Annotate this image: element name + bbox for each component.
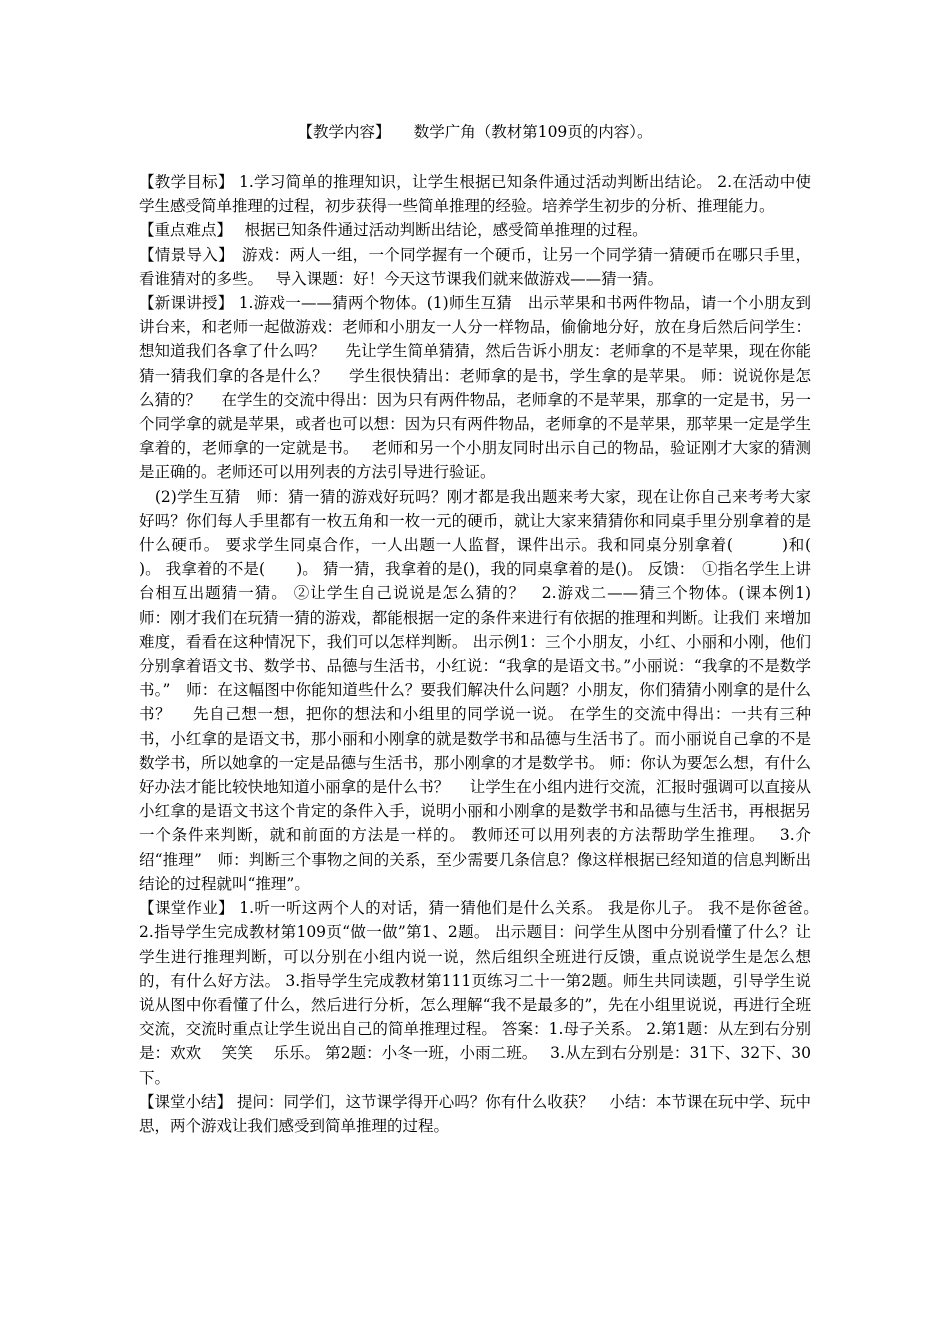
- section-classwork: 【课堂作业】 1.听一听这两个人的对话，猜一猜他们是什么关系。 我是你儿子。 我不是你爸爸。 2.指导学生完成教材第109页“做一做”第1、2题。 出示题目：问学生从图中分别看懂了什么？让学生进行推理判断，可以分别在小组内说一说，然后组织全班进行反馈，重点说说学生是怎么想的，有什么好方法。 3.指导学生完成教材第111页练习二十一第2题。师生共同读题，引导学生说说从图中你看懂了什么，然后进行分析，怎么理解“我不是最多的”，先在小组里说说，再进行全班交流，交流时重点让学生说出自己的简单推理过程。 答案：1.母子关系。 2.第1题：从左到右分别是：欢欢 笑笑 乐乐。 第2题：小冬一班，小雨二班。 3.从左到右分别是：31下、32下、30下。: [139, 899, 827, 1087]
- section-summary: 【课堂小结】 提问：同学们，这节课学得开心吗？你有什么收获？ 小结：本节课在玩中学、玩中思，两个游戏让我们感受到简单推理的过程。: [139, 1092, 811, 1135]
- section-key-difficulties: 【重点难点】 根据已知条件通过活动判断出结论，感受简单推理的过程。: [139, 221, 648, 240]
- page-title: 【教学内容】 数学广角（教材第109页的内容）。: [297, 123, 653, 141]
- section-scenario-intro: 【情景导入】 游戏：两人一组，一个同学握有一个硬币，让另一个同学猜一猜硬币在哪只手里，看谁猜对的多些。 导入课题：好！今天这节课我们就来做游戏——猜一猜。: [139, 245, 811, 288]
- section-new-lesson-part2: (2)学生互猜 师：猜一猜的游戏好玩吗？刚才都是我出题来考大家，现在让你自己来考考大家好吗？你们每人手里都有一枚五角和一枚一元的硬币，就让大家来猜猜你和同桌手里分别拿着的是什么硬币。 要求学生同桌合作，一人出题一人监督，课件出示。我和同桌分别拿着( )和( )。 我拿着的不是( )。 猜一猜，我拿着的是()，我的同桌拿着的是()。 反馈： ①指名学生上讲台相互出题猜一猜。 ②让学生自己说说是怎么猜的？ 2.游戏二——猜三个物体。(课本例1) 师：刚才我们在玩猜一猜的游戏，都能根据一定的条件来进行有依据的推理和判断。让我们 来增加难度，看看在这种情况下，我们可以怎样判断。 出示例1：三个小朋友，小红、小丽和小刚，他们分别拿着语文书、数学书、品德与生活书，小红说：“我拿的是语文书。”小丽说：“我拿的不是数学书。” 师：在这幅图中你能知道些什么？要我们解决什么问题？小朋友，你们猜猜小刚拿的是什么书？ 先自己想一想，把你的想法和小组里的同学说一说。 在学生的交流中得出：一共有三种书，小红拿的是语文书，那小丽和小刚拿的就是数学书和品德与生活书了。而小丽说自己拿的不是数学书，所以她拿的一定是品德与生活书，那小刚拿的才是数学书。 师：你认为要怎么想，有什么好办法才能比较快地知道小丽拿的是什么书？ 让学生在小组内进行交流，汇报时强调可以直接从小红拿的是语文书这个肯定的条件入手，说明小丽和小刚拿的是数学书和品德与生活书，再根据另一个条件来判断，就和前面的方法是一样的。 教师还可以用列表的方法帮助学生推理。 3.介绍“推理” 师：判断三个事物之间的关系，至少需要几条信息？像这样根据已经知道的信息判断出结论的过程就叫“推理”。: [139, 487, 843, 893]
- section-new-lesson-part1: 【新课讲授】 1.游戏一——猜两个物体。(1)师生互猜 出示苹果和书两件物品，请一个小朋友到讲台来，和老师一起做游戏：老师和小朋友一人分一样物品，偷偷地分好，放在身后然后问学生：想知道我们各拿了什么吗？ 先让学生简单猜猜，然后告诉小朋友：老师拿的不是苹果，现在你能猜一猜我们拿的各是什么？ 学生很快猜出：老师拿的是书，学生拿的是苹果。 师：说说你是怎么猜的？ 在学生的交流中得出：因为只有两件物品，老师拿的不是苹果，那拿的一定是书，另一个同学拿的就是苹果，或者也可以想：因为只有两件物品，老师拿的不是苹果，那苹果一定是学生拿着的，老师拿的一定就是书。 老师和另一个小朋友同时出示自己的物品，验证刚才大家的猜测是正确的。老师还可以用列表的方法引导进行验证。: [139, 294, 811, 482]
- section-teaching-objectives: 【教学目标】 1.学习简单的推理知识，让学生根据已知条件通过活动判断出结论。 2.在活动中使学生感受简单推理的过程，初步获得一些简单推理的经验。培养学生初步的分析、推理能力。: [139, 173, 811, 216]
- document-page: [139, 120, 843, 1320]
